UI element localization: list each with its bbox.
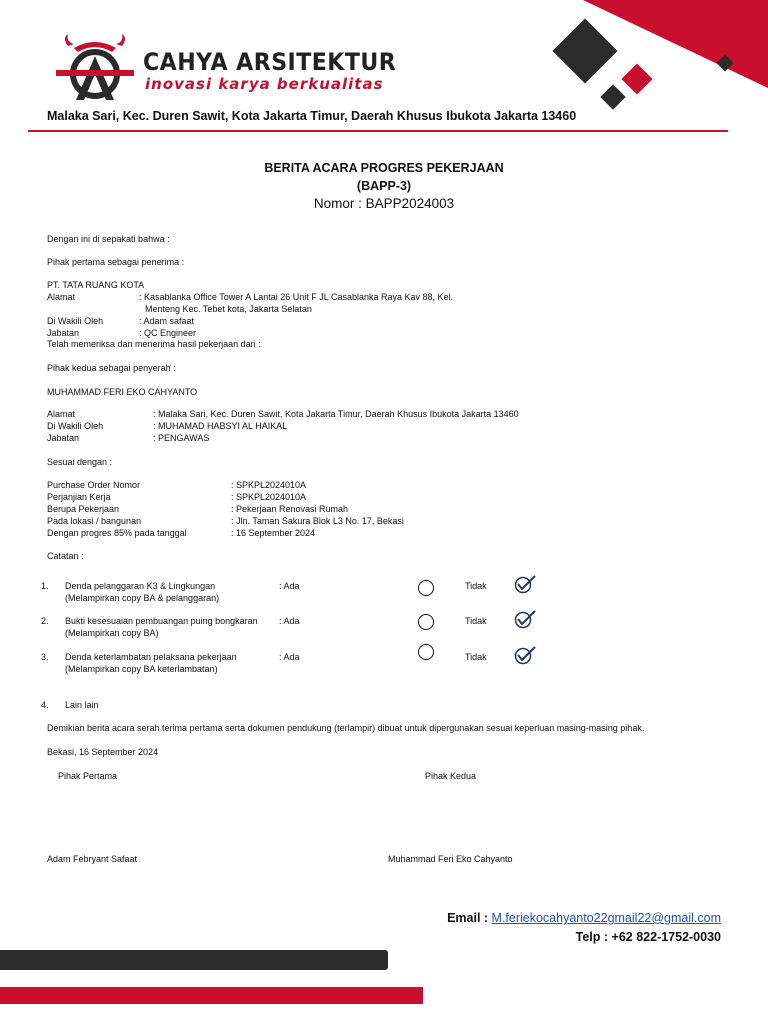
signature-label-pihak-kedua: Pihak Kedua — [425, 771, 477, 781]
sesuai-heading: Sesuai dengan : — [47, 457, 113, 467]
header-dark-diamond-small — [600, 84, 625, 109]
sesuai-value: : Jln. Taman Sakura Blok L3 No. 17, Bekasi — [231, 516, 404, 526]
footer-dark-bar — [0, 950, 388, 970]
logo-emblem-icon — [54, 34, 136, 106]
sesuai-row: Purchase Order Nomor — [47, 480, 141, 490]
sesuai-value: : SPKPL2024010A — [231, 480, 307, 490]
catatan-item-line1: Denda keterlambatan pelaksana pekerjaan — [65, 652, 237, 662]
brand-tagline: inovasi karya berkualitas — [145, 75, 384, 93]
doc-number: Nomor : BAPP2024003 — [313, 196, 455, 211]
signature-name-pihak-kedua: Muhammad Feri Eko Cahyanto — [388, 854, 513, 864]
pk-wakil-label: Di Wakili Oleh — [47, 421, 104, 431]
doc-title: BERITA ACARA PROGRES PEKERJAAN — [264, 161, 504, 175]
document-date: Bekasi, 16 September 2024 — [47, 747, 159, 757]
ada-radio-circle-2[interactable] — [418, 614, 434, 630]
contact-phone: Telp : +62 822-1752-0030 — [575, 930, 721, 944]
pp-alamat-label: Alamat — [47, 292, 76, 302]
tidak-checkmark-icon-3[interactable] — [514, 644, 538, 671]
signature-label-pihak-pertama: Pihak Pertama — [58, 771, 118, 781]
brand-name: CAHYA ARSITEKTUR — [143, 48, 397, 76]
catatan-item-number: 1. — [41, 581, 49, 591]
pp-wakil-value: : Adam safaat — [139, 316, 195, 326]
doc-code: (BAPP-3) — [356, 179, 412, 193]
catatan-item-tidak: Tidak — [465, 652, 487, 662]
pk-jabatan-value: : PENGAWAS — [153, 433, 210, 443]
company-logo — [54, 34, 136, 106]
email-link[interactable]: M.feriekocahyanto22gmail22@gmail.com — [491, 911, 721, 925]
tidak-checkmark-icon-2[interactable] — [514, 608, 538, 635]
signature-name-pihak-pertama: Adam Febryant Safaat — [47, 854, 138, 864]
catatan-item-ada: : Ada — [279, 652, 300, 662]
pp-jabatan-value: : QC Engineer — [139, 328, 197, 338]
pihak-kedua-heading: Pihak kedua sebagai penyerah : — [47, 363, 176, 373]
catatan-item-line1: Lain lain — [65, 700, 99, 710]
contact-email — [447, 911, 721, 925]
catatan-item-tidak: Tidak — [465, 616, 487, 626]
pp-alamat-line1: : Kasablanka Office Tower A Lantai 26 Unit F JL Casablanka Raya Kav 88, Kel. — [139, 292, 454, 302]
sesuai-value: : 16 September 2024 — [231, 528, 316, 538]
catatan-heading: Catatan : — [47, 551, 84, 561]
ada-radio-circle-3[interactable] — [418, 644, 434, 660]
pp-closing: Telah memeriksa dan menerima hasil pekerjaan dari : — [47, 339, 261, 349]
pihak-pertama-heading: Pihak pertama sebagai penerima : — [47, 257, 185, 267]
sesuai-row: Berupa Pekerjaan — [47, 504, 120, 514]
catatan-item-line2: (Melampirkan copy BA & pelanggaran) — [65, 593, 220, 603]
header-divider — [28, 130, 728, 132]
catatan-item-tidak: Tidak — [465, 581, 487, 591]
sesuai-value: : Pekerjaan Renovasi Rumah — [231, 504, 349, 514]
closing-statement: Demikian berita acara serah terima pertama serta dokumen pendukung (terlampir) dibuat untuk dipergunakan sesuai keperluan masing-masing pihak. — [47, 723, 645, 733]
catatan-item-line1: Denda pelanggaran K3 & Lingkungan — [65, 581, 216, 591]
pp-jabatan-label: Jabatan — [47, 328, 80, 338]
pk-jabatan-label: Jabatan — [47, 433, 80, 443]
catatan-item-number: 4. — [41, 700, 49, 710]
footer-red-bar — [0, 987, 423, 1004]
pp-alamat-line2: Menteng Kec. Tebet kota, Jakarta Selatan — [145, 304, 312, 314]
catatan-item-number: 3. — [41, 652, 49, 662]
catatan-item-line1: Bukti kesesuaian pembuangan puing bongkaran — [65, 616, 258, 626]
catatan-item-ada: : Ada — [279, 616, 300, 626]
catatan-item-ada: : Ada — [279, 581, 300, 591]
sesuai-row: Pada lokasi / bangunan — [47, 516, 142, 526]
tidak-checkmark-icon-1[interactable] — [514, 573, 538, 600]
catatan-item-line2: (Melampirkan copy BA keterlambatan) — [65, 664, 218, 674]
sesuai-row: Dengan progres 85% pada tanggal — [47, 528, 187, 538]
catatan-item-number: 2. — [41, 616, 49, 626]
pihak-kedua-name: MUHAMMAD FERI EKO CAHYANTO — [47, 387, 198, 397]
sesuai-value: : SPKPL2024010A — [231, 492, 307, 502]
pk-alamat-value: : Malaka Sari, Kec. Duren Sawit, Kota Jakarta Timur, Daerah Khusus Ibukota Jakarta 13460 — [153, 409, 519, 419]
pihak-pertama-company: PT. TATA RUANG KOTA — [47, 280, 145, 290]
company-address: Malaka Sari, Kec. Duren Sawit, Kota Jakarta Timur, Daerah Khusus Ibukota Jakarta 13460 — [47, 109, 577, 123]
sesuai-row: Perjanjian Kerja — [47, 492, 111, 502]
catatan-item-line2: (Melampirkan copy BA) — [65, 628, 159, 638]
email-label: Email : — [447, 911, 492, 925]
pk-alamat-label: Alamat — [47, 409, 76, 419]
pp-wakil-label: Di Wakili Oleh — [47, 316, 104, 326]
intro-text: Dengan ini di sepakati bahwa : — [47, 234, 170, 244]
pk-wakil-value: : MUHAMAD HABSYI AL HAIKAL — [153, 421, 288, 431]
ada-radio-circle-1[interactable] — [418, 580, 434, 596]
